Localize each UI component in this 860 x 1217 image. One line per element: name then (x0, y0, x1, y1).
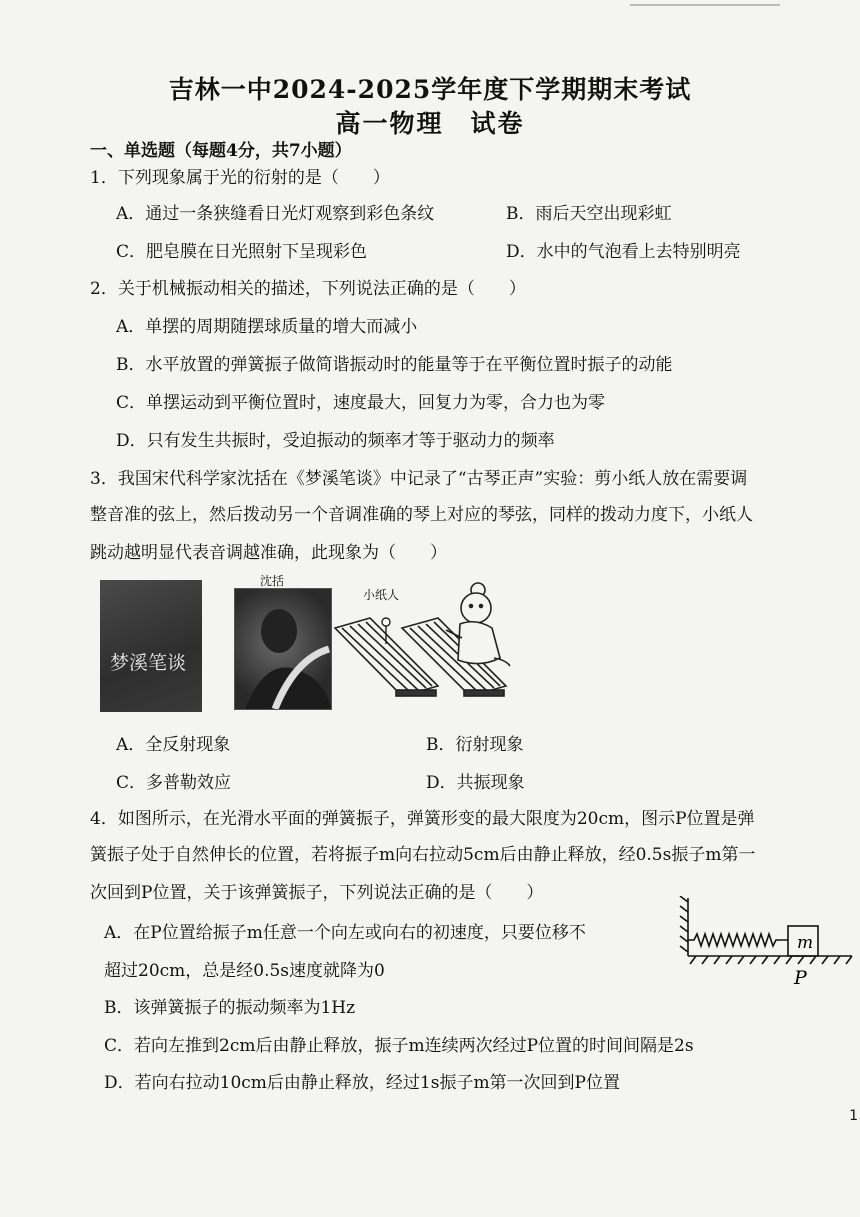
q4-option-c: C．若向左推到2cm后由静止释放，振子m连续两次经过P位置的时间间隔是2s (104, 1036, 694, 1056)
q4-option-a-line-1: A．在P位置给振子m任意一个向左或向右的初速度，只要位移不 (104, 923, 586, 943)
q2-option-c: C．单摆运动到平衡位置时，速度最大，回复力为零，合力也为零 (116, 393, 606, 413)
shen-kuo-portrait-image (234, 588, 332, 710)
q3-option-d: D．共振现象 (426, 773, 525, 793)
q2-option-b: B．水平放置的弹簧振子做简谐振动时的能量等于在平衡位置时振子的动能 (116, 355, 673, 375)
paper-doll-label: 小纸人 (363, 588, 400, 602)
q4-option-a-line-2: 超过20cm，总是经0.5s速度就降为0 (104, 961, 385, 981)
q1-option-a: A．通过一条狭缝看日光灯观察到彩色条纹 (116, 204, 435, 224)
q3-option-a: A．全反射现象 (116, 735, 231, 755)
q4-option-b: B．该弹簧振子的振动频率为1Hz (104, 998, 356, 1018)
q2-option-a: A．单摆的周期随摆球质量的增大而减小 (116, 317, 418, 337)
scan-artifact-line (630, 4, 780, 6)
q4-option-d: D．若向右拉动10cm后由静止释放，经过1s振子m第一次回到P位置 (104, 1073, 621, 1093)
q1-option-d: D．水中的气泡看上去特别明亮 (506, 242, 741, 262)
exam-subtitle: 高一物理 试卷 (335, 109, 525, 138)
portrait-label: 沈括 (260, 574, 285, 588)
q4-line-2: 簧振子处于自然伸长的位置，若将振子m向右拉动5cm后由静止释放，经0.5s振子m第一 (90, 845, 756, 865)
point-p-label: P (794, 967, 807, 988)
mass-label: m (797, 933, 814, 953)
q2-stem: 2．关于机械振动相关的描述，下列说法正确的是（ ） (90, 279, 526, 299)
q3-option-b: B．衍射现象 (426, 735, 524, 755)
book-cover-image (100, 580, 202, 712)
q3-line-3: 跳动越明显代表音调越准确，此现象为（ ） (90, 543, 447, 563)
q1-stem: 1．下列现象属于光的衍射的是（ ） (90, 168, 390, 188)
q3-option-c: C．多普勒效应 (116, 773, 232, 793)
book-cover-title: 梦溪笔谈 (110, 652, 187, 674)
q3-line-1: 3．我国宋代科学家沈括在《梦溪笔谈》中记录了“古琴正声”实验：剪小纸人放在需要调 (90, 469, 748, 489)
q1-option-c: C．肥皂膜在日光照射下呈现彩色 (116, 242, 368, 262)
page-number: 1 (849, 1108, 858, 1124)
q4-line-3: 次回到P位置，关于该弹簧振子，下列说法正确的是（ ） (90, 883, 544, 903)
q1-option-b: B．雨后天空出现彩虹 (506, 204, 672, 224)
q2-option-d: D．只有发生共振时，受迫振动的频率才等于驱动力的频率 (116, 431, 555, 451)
section-heading: 一、单选题（每题4分，共7小题） (90, 141, 352, 161)
q4-line-1: 4．如图所示，在光滑水平面的弹簧振子，弹簧形变的最大限度为20cm，图示P位置是弹 (90, 809, 755, 829)
player-child-illustration (440, 578, 520, 672)
exam-title: 吉林一中2024-2025学年度下学期期末考试 (168, 75, 692, 104)
q3-line-2: 整音准的弦上，然后拨动另一个音调准确的琴上对应的琴弦，同样的拨动力度下，小纸人 (90, 505, 753, 525)
spring-oscillator-diagram (676, 896, 856, 988)
portrait-sketch-icon (235, 589, 331, 709)
